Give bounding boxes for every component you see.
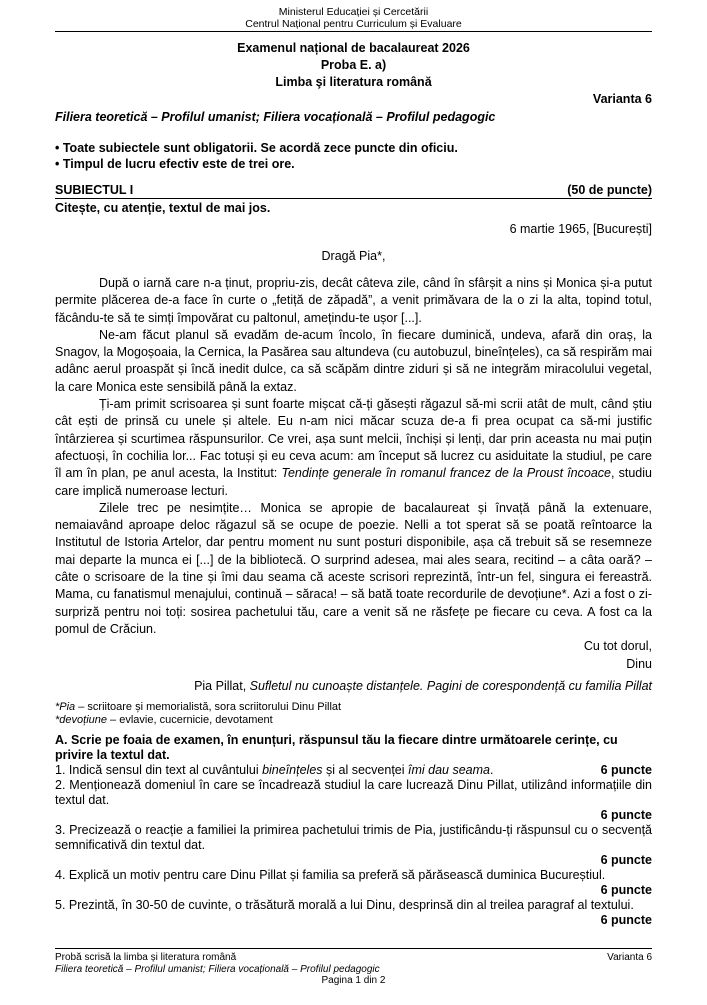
letter-greeting: Dragă Pia*,: [321, 249, 386, 263]
page-footer: [55, 948, 652, 987]
task-5: 5. Prezintă, în 30-50 de cuvinte, o trăsătură morală a lui Dinu, desprinsă din al treilea paragraf al textului.: [55, 897, 634, 912]
task-3: 3. Precizează o reacție a familiei la primirea pachetului trimis de Pia, justificându-ți răspunsul cu o secvență semnificativă din textul dat.: [55, 822, 652, 852]
letter-paragraph-2: Ne-am făcut planul să evadăm de-acum încolo, în fiecare duminică, undeva, afară din oraș, la Snagov, la Mogoșoaia, la Cernica, la Pasărea sau altundeva (cu autobuzul, bineînțeles), ca să respirăm mai adânc aerul proaspăt și încă inedit dulce, ca să scăpăm dintre ziduri și să ne integrăm miracolului vegetal, la care Monica este sensibilă până la extaz.: [55, 327, 652, 394]
letter-closing: Cu tot dorul,: [583, 639, 652, 654]
footer-page-number: Pagina 1 din 2: [321, 975, 386, 986]
source-author: Pia Pillat,: [194, 678, 250, 693]
tasks-heading: A. Scrie pe foaia de examen, în enunțuri, răspunsul tău la fiecare dintre următoarele cerințe, cu privire la textul dat.: [55, 732, 618, 762]
source-title: Sufletul nu cunoaște distanțele. Pagini de corespondență cu familia Pillat: [249, 678, 652, 693]
letter-paragraph-4: Zilele trec pe nesimțite… Monica se apropie de bacalaureat și învață până la extenuare, nemaiavând aproape deloc răgazul să se ocupe de poezie. Nelli a tot sperat să se poată reîntoarce la Institutul de Istoria Artelor, dar pentru moment nu sunt posturi disponibile, așa că trebuit să se resemneze mai departe la munca ei [...] de la bibliotecă. O surprind adesea, mai ales seara, recitind – a câta oară? – câte o scrisoare de la tine și îmi dau seama că aceste scrisori reprezintă, într-un fel, singura ei fereastră. Mama, cu fanatismul menajului, continuă – săraca! – să bată toate recordurile de devoțiune*. Azi a fost o zi-surpriză pentru noi toți: sosirea pachetului tău, care a venit să ne răsfețe pe fiecare cu ceva. A fost ca la pomul de Crăciun.: [55, 500, 652, 636]
footer-row: [55, 952, 652, 964]
task-keyword: bineînțeles: [262, 762, 323, 777]
proba-label: Proba E. a): [320, 58, 387, 72]
section-label: SUBIECTUL I: [55, 183, 134, 197]
task-4: 4. Explică un motiv pentru care Dinu Pillat și familia sa preferă să părăsească duminica Bucureștiul.: [55, 867, 606, 882]
section-header: [55, 182, 652, 199]
footer-filiera: Filiera teoretică – Profilul umanist; Filiera vocațională – Profilul pedagogic: [55, 963, 380, 975]
footnote-devotiune: [55, 714, 652, 727]
subject-label: Limba şi literatura română: [275, 75, 432, 89]
exam-title-block: [55, 40, 652, 91]
footer-subject: Probă scrisă la limba și literatura română: [55, 952, 237, 963]
letter-signature: Dinu: [626, 656, 652, 671]
section-instruction: Citește, cu atenție, textul de mai jos.: [55, 201, 271, 215]
footnote-term: *devoțiune: [55, 713, 107, 726]
paragraph-text: Ți-am primit scrisoarea și sunt foarte mișcat că-ți găsești răgazul să-mi scrii atât de mult, când știu cât ești de prinsă cu unele și altele. Eu n-am nici măcar scuza de-a fi prea ocupat ca să-mi justific întârzierea și scurtimea răspunsurilor. Ce vrei, așa sunt melcii, închiși și lenți, dar prin aceasta nu mai puțin afectuoși, în cochilia lor... Fac totuși și eu ceva acum: am început să lucrez cu asiduitate la studiul, pe care îl am în plan, pe anul acesta, la Institut:: [55, 397, 652, 481]
paragraph-text: , studiu care implică numeroase lecturi.: [55, 466, 652, 498]
section-points: (50 de puncte): [567, 183, 652, 197]
task-points: 6 puncte: [600, 807, 652, 822]
exam-rules: [55, 140, 652, 172]
letter-paragraph-1: După o iarnă care n-a ținut, propriu-zis, decât câteva zile, când în sfârșit a nins și Monica și-a putut permite plăcerea de-a face în curte o „fetiță de zăpadă”, a venit primăvara de la o zi la alta, topind totul, făcându-te să te simți împovărat cu paltonul, amețindu-te ușor [...].: [55, 276, 652, 325]
task-1: [55, 763, 652, 778]
footnote-term: *Pia: [55, 700, 76, 713]
footnotes: [55, 701, 652, 727]
variant-label: Varianta 6: [592, 92, 652, 106]
task-list: [55, 763, 652, 928]
footnote-text: – evlavie, cucernicie, devotament: [107, 713, 273, 726]
text-source: [55, 678, 652, 695]
header-divider: [55, 31, 652, 32]
center-name: Centrul Național pentru Curriculum și Evaluare: [245, 18, 462, 30]
study-title: Tendințe generale în romanul francez de la Proust încoace: [281, 466, 611, 481]
task-points: 6 puncte: [600, 882, 652, 897]
footer-variant: Varianta 6: [607, 952, 652, 963]
ministry-header: [55, 6, 652, 30]
letter-paragraph-3: [55, 396, 652, 500]
task-keyword: îmi dau seama: [408, 762, 490, 777]
task-text: și al secvenței: [322, 762, 409, 777]
ministry-name: Ministerul Educației și Cercetării: [278, 6, 429, 18]
exam-page: [55, 0, 652, 928]
footnote-text: – scriitoare și memorialistă, sora scriitorului Dinu Pillat: [75, 700, 342, 713]
exam-title: Examenul național de bacalaureat 2026: [237, 41, 470, 55]
task-text: 1. Indică sensul din text al cuvântului: [55, 762, 263, 777]
task-2: 2. Menționează domeniul în care se încadrează studiul la care lucrează Dinu Pillat, utilizând informațiile din textul dat.: [55, 777, 652, 807]
task-points: 6 puncte: [600, 912, 652, 927]
task-points: 6 puncte: [600, 852, 652, 867]
rule-item: • Toate subiectele sunt obligatorii. Se acordă zece puncte din oficiu.: [55, 141, 458, 155]
filiera-label: Filiera teoretică – Profilul umanist; Filiera vocațională – Profilul pedagogic: [55, 110, 496, 124]
rule-item: • Timpul de lucru efectiv este de trei ore.: [55, 157, 295, 171]
task-text: .: [490, 762, 494, 777]
footnote-pia: [55, 701, 652, 714]
task-points: 6 puncte: [600, 762, 652, 777]
letter-dateline: 6 martie 1965, [București]: [509, 222, 652, 236]
